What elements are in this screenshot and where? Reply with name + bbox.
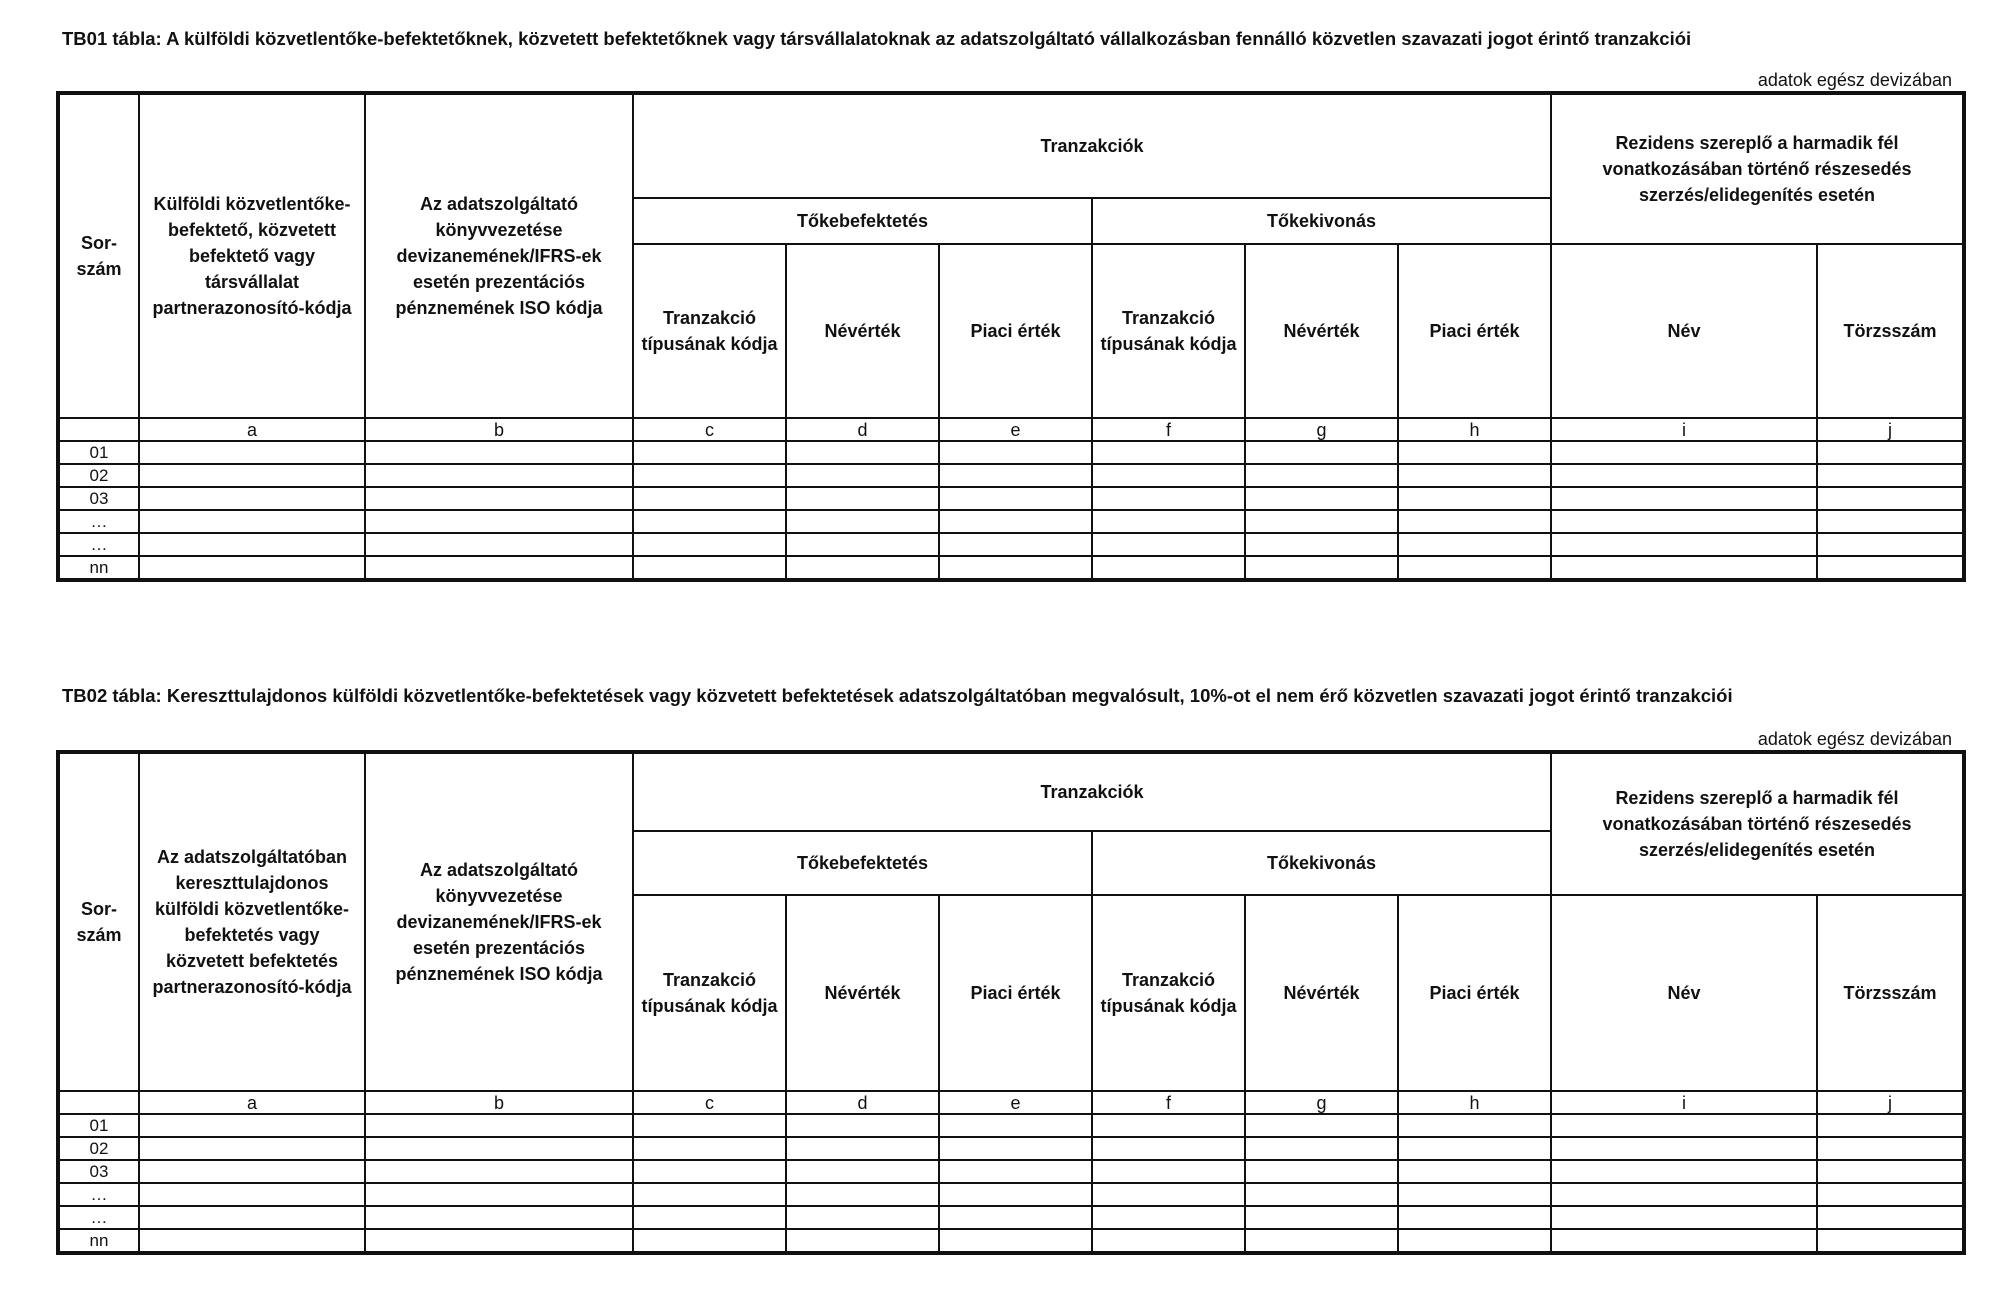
tb02-unit-note: adatok egész devizában xyxy=(1757,729,1952,749)
tb01-cell-j[interactable] xyxy=(1817,441,1963,464)
tb02-table-row xyxy=(59,1137,1963,1160)
tb02-header-tokekivonas: Tőkekivonás xyxy=(1092,831,1551,895)
tb02-cell-c[interactable] xyxy=(633,1160,786,1183)
tb02-table-row xyxy=(59,1160,1963,1183)
tb01-cell-a[interactable] xyxy=(139,533,365,556)
tb02-cell-c[interactable] xyxy=(633,1206,786,1229)
tb02-cell-j[interactable] xyxy=(1817,1137,1963,1160)
tb01-row-number: 01 xyxy=(59,441,139,464)
tb02-header-col-b: Az adatszolgáltató könyvvezetése devizanemének/IFRS-ek esetén prezentációs pénznemének ISO kódja xyxy=(365,753,633,1091)
tb01-title: TB01 tábla: A külföldi közvetlentőke-befektetőknek, közvetett befektetőknek vagy társvállalatoknak az adatszolgáltató vállalkozásban fennálló közvetlen szavazati jogot érintő tranzakciói xyxy=(62,28,1692,49)
tb02-cell-f[interactable] xyxy=(1092,1114,1245,1137)
tb01-cell-j[interactable] xyxy=(1817,464,1963,487)
tb01-cell-f[interactable] xyxy=(1092,487,1245,510)
tb02-cell-c[interactable] xyxy=(633,1114,786,1137)
tb01-row-number: … xyxy=(59,510,139,533)
tb01-header-piaci-ertek-e: Piaci érték xyxy=(939,244,1092,418)
tb01-cell-d[interactable] xyxy=(786,510,939,533)
tb02-cell-f[interactable] xyxy=(1092,1206,1245,1229)
tb01-header-nevertek-g: Névérték xyxy=(1245,244,1398,418)
tb01-header-torzsszam: Törzsszám xyxy=(1817,244,1963,418)
tb02-cell-b[interactable] xyxy=(365,1114,633,1137)
tb01-letter: j xyxy=(1817,418,1963,441)
tb02-header-tranzakcio-tipus-f: Tranzakció típusának kódja xyxy=(1092,895,1245,1091)
tb01-cell-a[interactable] xyxy=(139,441,365,464)
tb02-letter: f xyxy=(1092,1091,1245,1114)
tb01-cell-f[interactable] xyxy=(1092,510,1245,533)
tb01-cell-b[interactable] xyxy=(365,533,633,556)
tb01-row-number: … xyxy=(59,533,139,556)
tb02-cell-b[interactable] xyxy=(365,1160,633,1183)
tb01-table-row xyxy=(59,556,1963,579)
tb02-cell-j[interactable] xyxy=(1817,1183,1963,1206)
tb01-cell-h[interactable] xyxy=(1398,464,1551,487)
tb02-cell-i[interactable] xyxy=(1551,1114,1817,1137)
tb02-cell-h[interactable] xyxy=(1398,1229,1551,1252)
tb01-cell-d[interactable] xyxy=(786,533,939,556)
tb02-cell-f[interactable] xyxy=(1092,1160,1245,1183)
tb02-cell-a[interactable] xyxy=(139,1206,365,1229)
tb02-cell-a[interactable] xyxy=(139,1183,365,1206)
tb01-cell-d[interactable] xyxy=(786,487,939,510)
tb02-cell-d[interactable] xyxy=(786,1183,939,1206)
tb02-letter: c xyxy=(633,1091,786,1114)
tb02-header-col-a: Az adatszolgáltatóban kereszttulajdonos külföldi közvetlentőke-befektetés vagy közvetett befektetés partnerazonosító-kódja xyxy=(139,753,365,1091)
tb02-cell-g[interactable] xyxy=(1245,1183,1398,1206)
tb01-letter: c xyxy=(633,418,786,441)
tb01-cell-f[interactable] xyxy=(1092,556,1245,579)
tb01-cell-i[interactable] xyxy=(1551,510,1817,533)
tb02-title: TB02 tábla: Kereszttulajdonos külföldi közvetlentőke-befektetések vagy közvetett befektetések adatszolgáltatóban megvalósult, 10%-ot el nem érő közvetlen szavazati jogot érintő tranzakciói xyxy=(62,685,1733,706)
tb02-header-tokebefektetes: Tőkebefektetés xyxy=(633,831,1092,895)
tb01-cell-b[interactable] xyxy=(365,556,633,579)
tb02-cell-h[interactable] xyxy=(1398,1114,1551,1137)
tb01-letter: i xyxy=(1551,418,1817,441)
tb02-cell-i[interactable] xyxy=(1551,1160,1817,1183)
tb01-header-tranzakciok: Tranzakciók xyxy=(633,94,1551,198)
tb01-cell-b[interactable] xyxy=(365,464,633,487)
tb02-cell-e[interactable] xyxy=(939,1114,1092,1137)
tb01-cell-a[interactable] xyxy=(139,487,365,510)
tb02-header-rezidens: Rezidens szereplő a harmadik fél vonatkozásában történő részesedés szerzés/elidegenítés esetén xyxy=(1551,753,1963,895)
tb02-cell-b[interactable] xyxy=(365,1137,633,1160)
tb01-table-row xyxy=(59,464,1963,487)
tb01-cell-d[interactable] xyxy=(786,464,939,487)
tb01-table xyxy=(58,93,1964,580)
tb02-cell-d[interactable] xyxy=(786,1229,939,1252)
tb01-cell-j[interactable] xyxy=(1817,533,1963,556)
tb01-cell-c[interactable] xyxy=(633,533,786,556)
tb02-cell-e[interactable] xyxy=(939,1160,1092,1183)
tb01-unit-note: adatok egész devizában xyxy=(1757,70,1952,90)
tb02-cell-i[interactable] xyxy=(1551,1137,1817,1160)
tb01-cell-i[interactable] xyxy=(1551,487,1817,510)
tb01-cell-i[interactable] xyxy=(1551,464,1817,487)
tb02-header-nevertek-d: Névérték xyxy=(786,895,939,1091)
tb02-letter: d xyxy=(786,1091,939,1114)
tb01-cell-i[interactable] xyxy=(1551,441,1817,464)
tb02-letter-blank xyxy=(59,1091,139,1114)
tb02-cell-g[interactable] xyxy=(1245,1114,1398,1137)
tb02-row-number: … xyxy=(59,1206,139,1229)
tb02-cell-g[interactable] xyxy=(1245,1137,1398,1160)
tb02-cell-d[interactable] xyxy=(786,1114,939,1137)
tb02-letter: i xyxy=(1551,1091,1817,1114)
tb01-cell-c[interactable] xyxy=(633,510,786,533)
tb02-cell-f[interactable] xyxy=(1092,1183,1245,1206)
tb02-cell-j[interactable] xyxy=(1817,1206,1963,1229)
tb02-header-tranzakciok: Tranzakciók xyxy=(633,753,1551,831)
tb02-cell-i[interactable] xyxy=(1551,1229,1817,1252)
tb01-cell-b[interactable] xyxy=(365,510,633,533)
tb01-cell-h[interactable] xyxy=(1398,533,1551,556)
tb02-row-number: 01 xyxy=(59,1114,139,1137)
tb02-cell-a[interactable] xyxy=(139,1160,365,1183)
tb01-cell-b[interactable] xyxy=(365,487,633,510)
tb02-row-number: 03 xyxy=(59,1160,139,1183)
tb01-cell-h[interactable] xyxy=(1398,556,1551,579)
tb02-letter: j xyxy=(1817,1091,1963,1114)
tb01-cell-a[interactable] xyxy=(139,510,365,533)
tb01-cell-h[interactable] xyxy=(1398,510,1551,533)
tb02-letter: h xyxy=(1398,1091,1551,1114)
tb01-cell-g[interactable] xyxy=(1245,510,1398,533)
tb01-cell-c[interactable] xyxy=(633,441,786,464)
tb01-cell-h[interactable] xyxy=(1398,487,1551,510)
tb02-body xyxy=(59,1114,1963,1252)
tb01-header-rezidens: Rezidens szereplő a harmadik fél vonatkozásában történő részesedés szerzés/elidegenítés esetén xyxy=(1551,94,1963,244)
tb02-cell-d[interactable] xyxy=(786,1160,939,1183)
tb01-cell-j[interactable] xyxy=(1817,510,1963,533)
tb02-cell-e[interactable] xyxy=(939,1206,1092,1229)
tb02-letter: a xyxy=(139,1091,365,1114)
tb02-cell-c[interactable] xyxy=(633,1183,786,1206)
tb02-table-row xyxy=(59,1229,1963,1252)
tb01-letter-blank xyxy=(59,418,139,441)
tb02-table-row xyxy=(59,1183,1963,1206)
tb01-letter: f xyxy=(1092,418,1245,441)
tb01-cell-e[interactable] xyxy=(939,464,1092,487)
tb01-cell-a[interactable] xyxy=(139,464,365,487)
tb01-header-nev: Név xyxy=(1551,244,1817,418)
tb02-cell-e[interactable] xyxy=(939,1183,1092,1206)
tb02-letter: e xyxy=(939,1091,1092,1114)
tb01-cell-e[interactable] xyxy=(939,510,1092,533)
tb01-cell-e[interactable] xyxy=(939,441,1092,464)
tb01-table-row xyxy=(59,510,1963,533)
tb01-row-number: 03 xyxy=(59,487,139,510)
tb02-header-piaci-ertek-h: Piaci érték xyxy=(1398,895,1551,1091)
tb02-header-sorszam: Sor-szám xyxy=(59,753,139,1091)
tb01-cell-d[interactable] xyxy=(786,441,939,464)
tb02-cell-a[interactable] xyxy=(139,1114,365,1137)
tb02-row-number: 02 xyxy=(59,1137,139,1160)
tb01-letter: g xyxy=(1245,418,1398,441)
tb02-table xyxy=(58,752,1964,1253)
tb02-cell-i[interactable] xyxy=(1551,1206,1817,1229)
tb02-cell-h[interactable] xyxy=(1398,1137,1551,1160)
tb01-letter: h xyxy=(1398,418,1551,441)
tb01-header-piaci-ertek-h: Piaci érték xyxy=(1398,244,1551,418)
tb01-header-tranzakcio-tipus-c: Tranzakció típusának kódja xyxy=(633,244,786,418)
tb02-table-row xyxy=(59,1206,1963,1229)
tb02-cell-g[interactable] xyxy=(1245,1160,1398,1183)
tb02-cell-d[interactable] xyxy=(786,1137,939,1160)
tb01-cell-g[interactable] xyxy=(1245,441,1398,464)
tb01-row-number: 02 xyxy=(59,464,139,487)
tb01-header-nevertek-d: Névérték xyxy=(786,244,939,418)
tb02-cell-j[interactable] xyxy=(1817,1160,1963,1183)
tb01-letter: a xyxy=(139,418,365,441)
tb02-cell-f[interactable] xyxy=(1092,1137,1245,1160)
tb01-cell-h[interactable] xyxy=(1398,441,1551,464)
tb02-cell-e[interactable] xyxy=(939,1137,1092,1160)
tb01-cell-g[interactable] xyxy=(1245,556,1398,579)
tb01-letter: e xyxy=(939,418,1092,441)
tb02-header-nev: Név xyxy=(1551,895,1817,1091)
tb02-cell-j[interactable] xyxy=(1817,1114,1963,1137)
tb02-cell-g[interactable] xyxy=(1245,1206,1398,1229)
tb02-header-nevertek-g: Névérték xyxy=(1245,895,1398,1091)
tb01-cell-e[interactable] xyxy=(939,533,1092,556)
tb01-letter: d xyxy=(786,418,939,441)
tb01-header-tokebefektetes: Tőkebefektetés xyxy=(633,198,1092,244)
tb01-cell-i[interactable] xyxy=(1551,556,1817,579)
tb02-cell-d[interactable] xyxy=(786,1206,939,1229)
tb02-letter: g xyxy=(1245,1091,1398,1114)
tb02-cell-g[interactable] xyxy=(1245,1229,1398,1252)
tb01-table-row xyxy=(59,441,1963,464)
tb02-letter: b xyxy=(365,1091,633,1114)
tb01-cell-g[interactable] xyxy=(1245,464,1398,487)
tb02-row-number: … xyxy=(59,1183,139,1206)
tb01-table-row xyxy=(59,533,1963,556)
tb01-cell-a[interactable] xyxy=(139,556,365,579)
tb02-row-number: nn xyxy=(59,1229,139,1252)
tb02-cell-c[interactable] xyxy=(633,1229,786,1252)
tb01-cell-j[interactable] xyxy=(1817,487,1963,510)
tb01-cell-d[interactable] xyxy=(786,556,939,579)
tb02-header-piaci-ertek-e: Piaci érték xyxy=(939,895,1092,1091)
tb02-cell-j[interactable] xyxy=(1817,1229,1963,1252)
tb02-cell-c[interactable] xyxy=(633,1137,786,1160)
tb01-cell-f[interactable] xyxy=(1092,464,1245,487)
tb02-cell-b[interactable] xyxy=(365,1206,633,1229)
tb01-cell-b[interactable] xyxy=(365,441,633,464)
tb01-header-tokekivonas: Tőkekivonás xyxy=(1092,198,1551,244)
tb01-table-row xyxy=(59,487,1963,510)
tb02-cell-e[interactable] xyxy=(939,1229,1092,1252)
tb01-cell-f[interactable] xyxy=(1092,441,1245,464)
tb01-letter: b xyxy=(365,418,633,441)
tb01-cell-f[interactable] xyxy=(1092,533,1245,556)
tb02-cell-i[interactable] xyxy=(1551,1183,1817,1206)
tb02-cell-h[interactable] xyxy=(1398,1160,1551,1183)
tb01-cell-i[interactable] xyxy=(1551,533,1817,556)
tb01-cell-g[interactable] xyxy=(1245,533,1398,556)
tb01-body xyxy=(59,441,1963,579)
tb02-cell-a[interactable] xyxy=(139,1137,365,1160)
tb01-row-number: nn xyxy=(59,556,139,579)
tb01-cell-c[interactable] xyxy=(633,556,786,579)
tb01-header-col-a: Külföldi közvetlentőke-befektető, közvetett befektető vagy társvállalat partnerazonosító-kódja xyxy=(139,94,365,418)
tb02-cell-b[interactable] xyxy=(365,1183,633,1206)
tb01-header-sorszam: Sor-szám xyxy=(59,94,139,418)
tb02-cell-a[interactable] xyxy=(139,1229,365,1252)
tb01-header-tranzakcio-tipus-f: Tranzakció típusának kódja xyxy=(1092,244,1245,418)
tb02-table-row xyxy=(59,1114,1963,1137)
tb01-cell-g[interactable] xyxy=(1245,487,1398,510)
tb01-cell-e[interactable] xyxy=(939,487,1092,510)
tb01-cell-c[interactable] xyxy=(633,464,786,487)
tb02-cell-h[interactable] xyxy=(1398,1206,1551,1229)
tb02-cell-b[interactable] xyxy=(365,1229,633,1252)
tb01-header-col-b: Az adatszolgáltató könyvvezetése devizanemének/IFRS-ek esetén prezentációs pénznemének ISO kódja xyxy=(365,94,633,418)
tb02-cell-f[interactable] xyxy=(1092,1229,1245,1252)
tb02-cell-h[interactable] xyxy=(1398,1183,1551,1206)
tb01-cell-e[interactable] xyxy=(939,556,1092,579)
tb01-cell-j[interactable] xyxy=(1817,556,1963,579)
tb02-header-torzsszam: Törzsszám xyxy=(1817,895,1963,1091)
tb02-header-tranzakcio-tipus-c: Tranzakció típusának kódja xyxy=(633,895,786,1091)
tb01-cell-c[interactable] xyxy=(633,487,786,510)
